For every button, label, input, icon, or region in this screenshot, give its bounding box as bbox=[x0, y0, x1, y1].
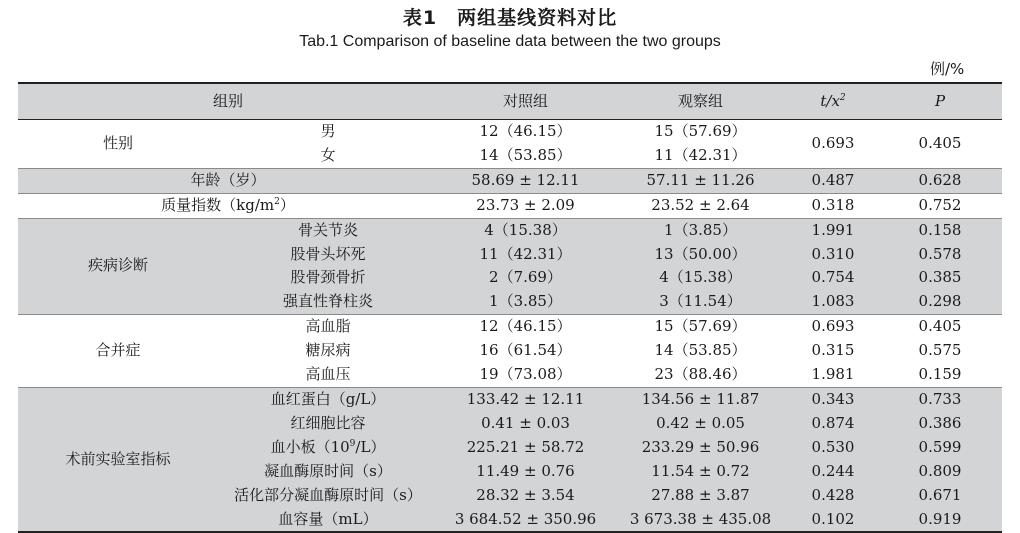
cell: 23.73 ± 2.09 bbox=[438, 193, 613, 218]
cell: 11（42.31） bbox=[654, 145, 747, 164]
baseline-table bbox=[18, 82, 1002, 533]
cell: 16（61.54） bbox=[479, 341, 572, 360]
cell-t: 1.981 bbox=[811, 365, 855, 384]
row-label: 糖尿病 bbox=[305, 341, 351, 360]
cell: 14（53.85） bbox=[654, 341, 747, 360]
age-label: 年龄（岁） bbox=[18, 168, 438, 193]
row-label: 血红蛋白（g/L） bbox=[218, 387, 438, 411]
cell-t: 1.083 bbox=[788, 290, 878, 314]
row-label: 血容量（mL） bbox=[218, 508, 438, 533]
cell: 28.32 ± 3.54 bbox=[438, 484, 613, 508]
cell: 15（57.69） bbox=[654, 122, 747, 140]
unit-label: 例/% bbox=[930, 60, 965, 78]
cell: 1（3.85） bbox=[438, 290, 613, 314]
cell-t: 0.244 bbox=[788, 460, 878, 484]
row-label: 骨关节炎 bbox=[218, 218, 438, 242]
cell: 13（50.00） bbox=[613, 243, 788, 267]
cell-t: 0.487 bbox=[788, 168, 878, 193]
cell: 11.49 ± 0.76 bbox=[438, 460, 613, 484]
cell: 133.42 ± 12.11 bbox=[438, 387, 613, 411]
cell-p: 0.158 bbox=[878, 218, 1002, 242]
cell: 12（46.15） bbox=[479, 122, 572, 140]
cell-p: 0.405 bbox=[918, 133, 962, 152]
row-label: 活化部分凝血酶原时间（s） bbox=[218, 484, 438, 508]
cell-t: 0.874 bbox=[788, 412, 878, 436]
cell-t: 0.310 bbox=[788, 243, 878, 267]
cell-p: 0.733 bbox=[878, 387, 1002, 411]
row-label: 血小板$(10^9/L)$ bbox=[218, 436, 438, 460]
cell: 3 673.38 ± 435.08 bbox=[613, 508, 788, 533]
cell-t: 0.343 bbox=[788, 387, 878, 411]
cell: 3 684.52 ± 350.96 bbox=[438, 508, 613, 533]
cell-t: 0.693 bbox=[811, 133, 855, 152]
table-title-cn: 表1 两组基线资料对比 bbox=[402, 7, 618, 29]
table-row bbox=[18, 218, 1002, 242]
cell-p: 0.628 bbox=[878, 168, 1002, 193]
cell-p: 0.752 bbox=[878, 193, 1002, 218]
table-row bbox=[18, 387, 1002, 411]
cell: 14（53.85） bbox=[479, 145, 572, 164]
cell: 19（73.08） bbox=[479, 365, 572, 384]
cell: 57.11 ± 11.26 bbox=[613, 168, 788, 193]
cell: 23（88.46） bbox=[654, 365, 747, 384]
cell-p: 0.578 bbox=[878, 243, 1002, 267]
bmi-label: 质量指数$(kg/m^2)$ bbox=[18, 193, 438, 218]
row-label: 高血脂 bbox=[218, 315, 438, 339]
cell: 4（15.38） bbox=[438, 218, 613, 242]
cell: 27.88 ± 3.87 bbox=[613, 484, 788, 508]
header-control: 对照组 bbox=[438, 83, 613, 120]
table-row bbox=[18, 168, 1002, 193]
cell-p: 0.159 bbox=[918, 365, 962, 384]
cell: 0.41 ± 0.03 bbox=[438, 412, 613, 436]
cell-p: 0.386 bbox=[878, 412, 1002, 436]
cell-t: 1.991 bbox=[788, 218, 878, 242]
header-group: 组别 bbox=[18, 83, 438, 120]
gender-male-label: 男 bbox=[320, 122, 336, 140]
header-t: $t/x^2$ bbox=[788, 83, 878, 120]
row-label: 强直性脊柱炎 bbox=[218, 290, 438, 314]
cell-t: 0.315 bbox=[811, 341, 855, 360]
header-row bbox=[18, 83, 1002, 120]
cell: 15（57.69） bbox=[613, 315, 788, 339]
gender-female-label: 女 bbox=[320, 145, 336, 164]
row-label: 红细胞比容 bbox=[218, 412, 438, 436]
cell: 11（42.31） bbox=[438, 243, 613, 267]
cell: 0.42 ± 0.05 bbox=[613, 412, 788, 436]
cell-p: 0.405 bbox=[878, 315, 1002, 339]
cell: 3（11.54） bbox=[613, 290, 788, 314]
cell-t: 0.318 bbox=[788, 193, 878, 218]
cell-p: 0.298 bbox=[878, 290, 1002, 314]
cell-t: 0.530 bbox=[788, 436, 878, 460]
cell-t: 0.102 bbox=[788, 508, 878, 533]
table-row bbox=[18, 193, 1002, 218]
table-row bbox=[18, 120, 1002, 144]
cell-p: 0.575 bbox=[918, 341, 962, 360]
cell: 4（15.38） bbox=[613, 266, 788, 290]
cell: 225.21 ± 58.72 bbox=[438, 436, 613, 460]
cell-p: 0.599 bbox=[878, 436, 1002, 460]
cell: 1（3.85） bbox=[613, 218, 788, 242]
group-label-gender: 性别 bbox=[102, 133, 133, 152]
cell-t: 0.693 bbox=[788, 315, 878, 339]
cell: 58.69 ± 12.11 bbox=[438, 168, 613, 193]
row-label: 股骨头坏死 bbox=[218, 243, 438, 267]
cell-p: 0.809 bbox=[878, 460, 1002, 484]
header-p: P bbox=[878, 83, 1002, 120]
row-label: 凝血酶原时间（s） bbox=[218, 460, 438, 484]
cell: 12（46.15） bbox=[438, 315, 613, 339]
cell: 233.29 ± 50.96 bbox=[613, 436, 788, 460]
cell-p: 0.671 bbox=[878, 484, 1002, 508]
cell: 11.54 ± 0.72 bbox=[613, 460, 788, 484]
cell-p: 0.385 bbox=[878, 266, 1002, 290]
row-label: 股骨颈骨折 bbox=[218, 266, 438, 290]
group-label-complication: 合并症 bbox=[18, 315, 218, 388]
row-label: 高血压 bbox=[305, 365, 351, 384]
table-title-en: Tab.1 Comparison of baseline data between the two groups bbox=[299, 33, 721, 50]
table-row bbox=[18, 315, 1002, 339]
cell: 134.56 ± 11.87 bbox=[613, 387, 788, 411]
group-label-lab: 术前实验室指标 bbox=[18, 387, 218, 532]
cell-t: 0.428 bbox=[788, 484, 878, 508]
cell-t: 0.754 bbox=[788, 266, 878, 290]
header-observe: 观察组 bbox=[613, 83, 788, 120]
group-label-diagnosis: 疾病诊断 bbox=[18, 218, 218, 315]
cell-p: 0.919 bbox=[878, 508, 1002, 533]
cell: 2（7.69） bbox=[438, 266, 613, 290]
cell: 23.52 ± 2.64 bbox=[613, 193, 788, 218]
